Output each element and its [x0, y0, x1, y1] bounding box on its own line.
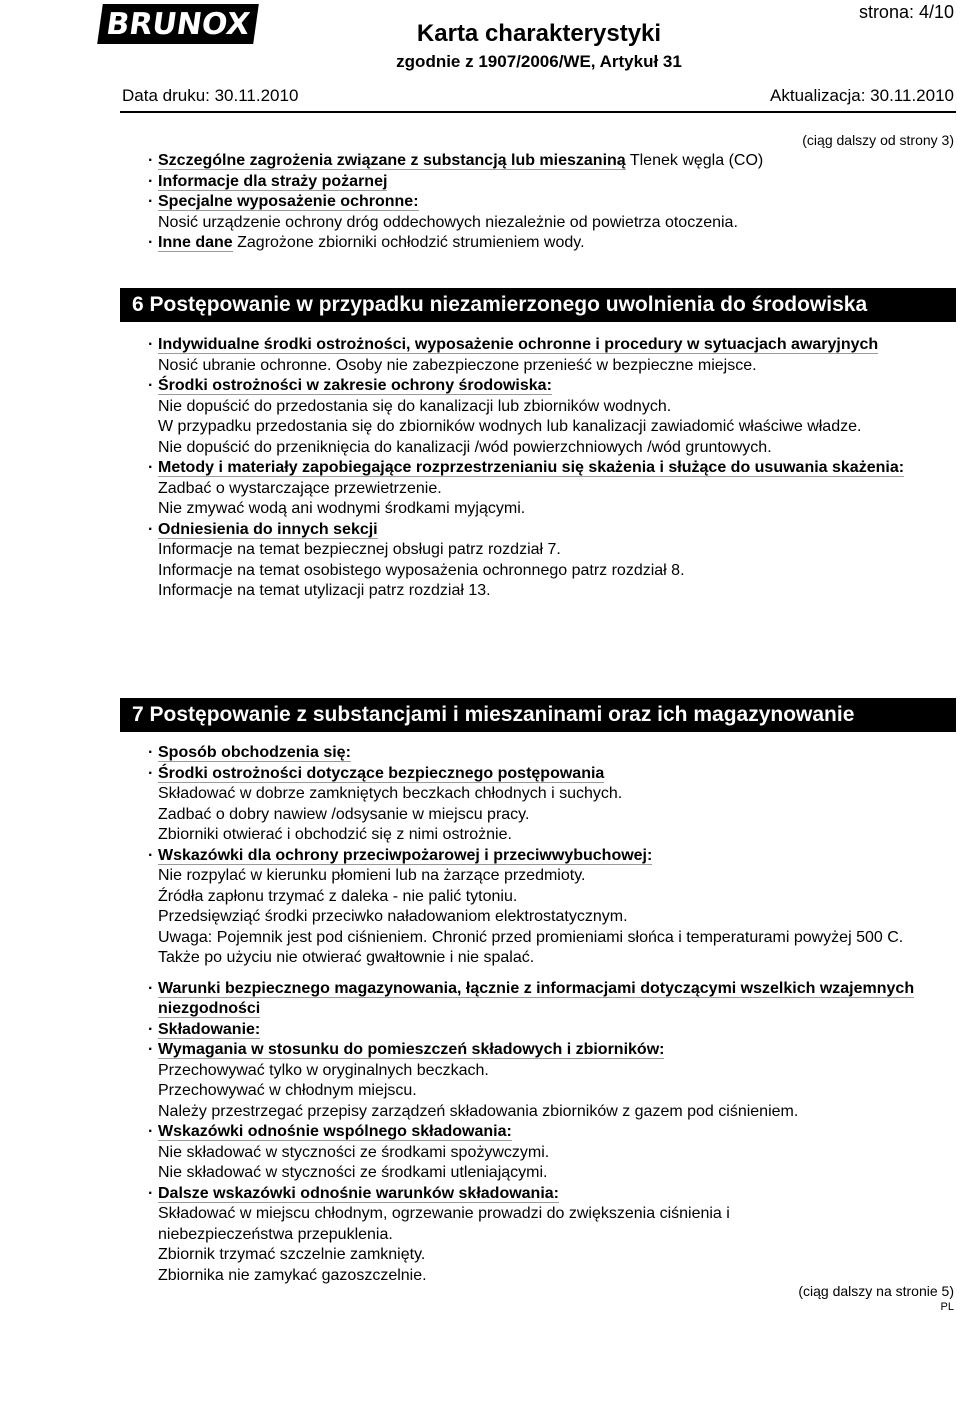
item-text: Zbiornik trzymać szczelnie zamknięty. [158, 1246, 426, 1263]
document-subtitle: zgodnie z 1907/2006/WE, Artykuł 31 [396, 52, 682, 71]
section-5-continued [148, 151, 938, 254]
item-text: Należy przestrzegać przepisy zarządzeń składowania zbiorników z gazem pod ciśnieniem. [158, 1102, 799, 1120]
item-text: Tlenek węgla (CO) [625, 152, 764, 169]
list-item: · Wskazówki dla ochrony przeciwpożarowej i przeciwwybuchowej: [148, 846, 653, 864]
item-text: Przedsięwziąć środki przeciwko naładowaniom elektrostatycznym. [158, 908, 628, 925]
section-6-heading: 6 Postępowanie w przypadku niezamierzonego uwolnienia do środowiska [120, 288, 956, 322]
item-text: Nie dopuścić do przedostania się do kanalizacji lub zbiorników wodnych. [158, 397, 672, 415]
item-text: W przypadku przedostania się do zbiorników wodnych lub kanalizacji zawiadomić właściwe władze. [158, 418, 862, 435]
section-7-heading: 7 Postępowanie z substancjami i mieszaninami oraz ich magazynowanie [120, 698, 956, 732]
section-6-body [148, 335, 938, 602]
item-text: Nie zmywać wodą ani wodnymi środkami myjącymi. [158, 500, 526, 517]
item-text: Zbiornika nie zamykać gazoszczelnie. [158, 1266, 427, 1284]
list-item: · Indywidualne środki ostrożności, wyposażenie ochronne i procedury w sytuacjach awaryjnych [148, 336, 879, 353]
item-text: Nie składować w styczności ze środkami spożywczymi. [158, 1143, 550, 1161]
item-label: Warunki bezpiecznego magazynowania, łącznie z informacjami dotyczącymi wszelkich wzajemnych niezgodności [158, 979, 915, 1017]
item-text: Przechowywać w chłodnym miejscu. [158, 1082, 417, 1099]
list-item: · Inne dane Zagrożone zbiorniki ochłodzić strumieniem wody. [148, 234, 585, 251]
update-date: Aktualizacja: 30.11.2010 [770, 86, 954, 105]
item-text: Przechowywać tylko w oryginalnych beczkach. [158, 1061, 489, 1079]
item-label: Szczególne zagrożenia związane z substancją lub mieszaniną [158, 152, 626, 169]
language-code: PL [940, 1301, 954, 1313]
item-text: Nie dopuścić do przeniknięcia do kanalizacji /wód powierzchniowych /wód gruntowych. [158, 438, 772, 456]
item-text: Składować w miejscu chłodnym, ogrzewanie prowadzi do zwiększenia ciśnienia i niebezpieczeństwa przepuklenia. [158, 1205, 730, 1243]
section-7-body [148, 743, 938, 1286]
item-label: Środki ostrożności w zakresie ochrony środowiska: [158, 377, 552, 394]
item-text: Nie składować w styczności ze środkami utleniającymi. [158, 1164, 548, 1181]
list-item: · Szczególne zagrożenia związane z substancją lub mieszaniną Tlenek węgla (CO) [148, 152, 764, 169]
item-label: Dalsze wskazówki odnośnie warunków składowania: [158, 1184, 559, 1202]
item-text: Składować w dobrze zamkniętych beczkach chłodnych i suchych. [158, 785, 623, 802]
item-text: Zbiorniki otwierać i obchodzić się z nimi ostrożnie. [158, 826, 512, 843]
item-text: Nosić urządzenie ochrony dróg oddechowych niezależnie od powietrza otoczenia. [158, 213, 738, 231]
list-item: · Warunki bezpiecznego magazynowania, łącznie z informacjami dotyczącymi wszelkich wzajemnych niezgodności [148, 979, 915, 1017]
item-label: Wskazówki odnośnie wspólnego składowania: [158, 1123, 512, 1140]
item-text: Informacje na temat bezpiecznej obsługi patrz rozdział 7. [158, 541, 561, 558]
list-item: · Składowanie: [148, 1020, 261, 1038]
print-date: Data druku: 30.11.2010 [122, 86, 299, 105]
item-text: Informacje na temat osobistego wyposażenia ochronnego patrz rozdział 8. [158, 561, 685, 579]
item-label: Indywidualne środki ostrożności, wyposażenie ochronne i procedury w sytuacjach awaryjnych [158, 336, 879, 353]
page-number: strona: 4/10 [858, 2, 954, 22]
item-label: Metody i materiały zapobiegające rozprzestrzenianiu się skażenia i służące do usuwania skażenia: [158, 459, 905, 476]
header-divider [120, 111, 956, 113]
item-label: Składowanie: [158, 1020, 261, 1038]
brunox-logo: BRUNOX [97, 4, 259, 44]
item-text: Zadbać o dobry nawiew /odsysanie w miejscu pracy. [158, 805, 530, 823]
list-item: · Środki ostrożności w zakresie ochrony środowiska: [148, 377, 552, 394]
item-text: Nosić ubranie ochronne. Osoby nie zabezpieczone przenieść w bezpieczne miejsce. [158, 356, 757, 374]
list-item: · Sposób obchodzenia się: [148, 744, 351, 761]
list-item: · Informacje dla straży pożarnej [148, 172, 388, 190]
item-label: Inne dane [158, 234, 233, 251]
list-item: · Wymagania w stosunku do pomieszczeń składowych i zbiorników: [148, 1041, 665, 1058]
item-label: Specjalne wyposażenie ochronne: [158, 193, 419, 210]
item-label: Informacje dla straży pożarnej [158, 172, 388, 190]
item-label: Wskazówki dla ochrony przeciwpożarowej i przeciwwybuchowej: [158, 846, 653, 864]
item-text: Uwaga: Pojemnik jest pod ciśnieniem. Chronić przed promieniami słońca i temperaturami powyżej 500 C. Także po użyciu nie otwierać gwałtownie i nie spalać. [158, 928, 904, 966]
item-label: Wymagania w stosunku do pomieszczeń składowych i zbiorników: [158, 1041, 665, 1058]
item-label: Środki ostrożności dotyczące bezpiecznego postępowania [158, 764, 605, 782]
document-title: Karta charakterystyki [416, 20, 662, 47]
item-text: Zadbać o wystarczające przewietrzenie. [158, 479, 442, 497]
list-item: · Odniesienia do innych sekcji [148, 520, 378, 538]
list-item: · Specjalne wyposażenie ochronne: [148, 193, 419, 210]
list-item: · Środki ostrożności dotyczące bezpiecznego postępowania [148, 764, 605, 782]
continued-to-note: (ciąg dalszy na stronie 5) [798, 1283, 954, 1299]
list-item: · Dalsze wskazówki odnośnie warunków składowania: [148, 1184, 559, 1202]
item-text: Informacje na temat utylizacji patrz rozdział 13. [158, 582, 491, 599]
item-label: Sposób obchodzenia się: [158, 744, 351, 761]
list-item: · Wskazówki odnośnie wspólnego składowania: [148, 1123, 512, 1140]
item-text: Zagrożone zbiorniki ochłodzić strumieniem wody. [232, 234, 585, 251]
list-item: · Metody i materiały zapobiegające rozprzestrzenianiu się skażenia i służące do usuwania skażenia: [148, 459, 905, 476]
item-text: Nie rozpylać w kierunku płomieni lub na żarzące przedmioty. [158, 867, 586, 884]
item-label: Odniesienia do innych sekcji [158, 520, 378, 538]
continued-from-note: (ciąg dalszy od strony 3) [802, 132, 954, 148]
item-text: Źródła zapłonu trzymać z daleka - nie palić tytoniu. [158, 887, 518, 905]
